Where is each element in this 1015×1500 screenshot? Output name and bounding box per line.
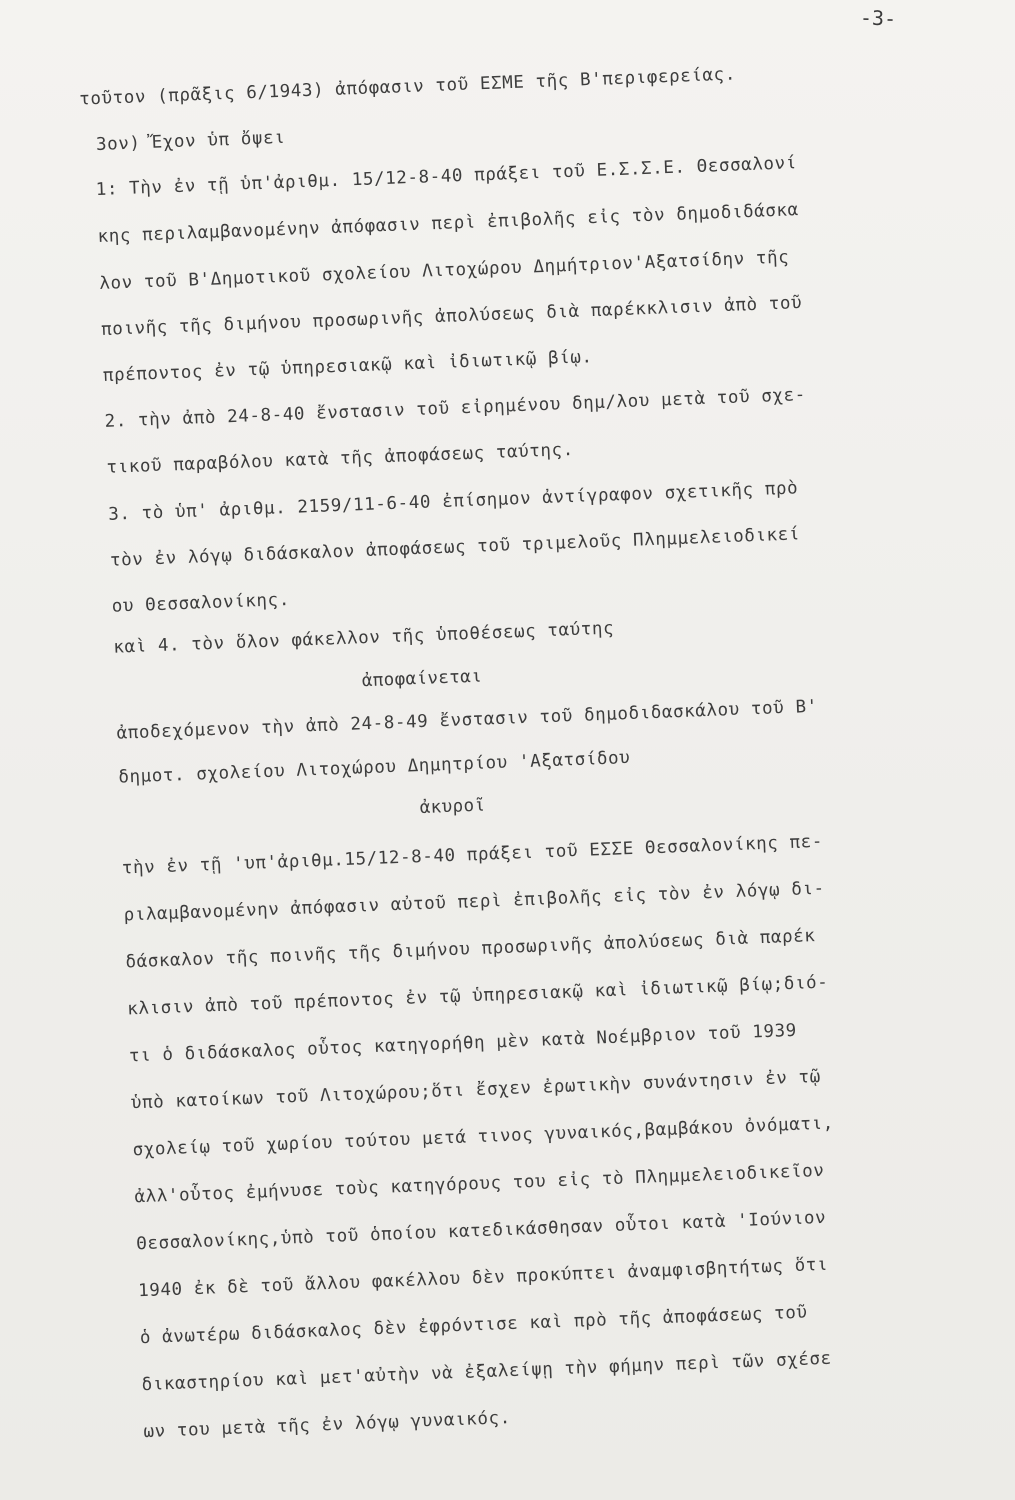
text-line: τὴν ἐν τῇ 'υπ'ἀριθμ.15/12-8-40 πράξει τοῦ ΕΣΣΕ Θεσσαλονίκης πε- (121, 831, 824, 879)
text-line: δικαστηρίου καὶ μετ'αὐτὴν νὰ ἐξαλείψῃ τὴν φήμην περὶ τῶν σχέσε (141, 1348, 833, 1396)
text-line: τι ὁ διδάσκαλος οὗτος κατηγορήθη μὲν κατὰ Νοέμβριον τοῦ 1939 (128, 1020, 798, 1067)
text-line: 3ον) Ἔχον ὑπ ὄψει (95, 127, 286, 156)
text-line: κλισιν ἀπὸ τοῦ πρέποντος ἐν τῷ ὑπηρεσιακῷ καὶ ἰδιωτικῷ βίῳ;διό- (126, 972, 829, 1020)
text-line: καὶ 4. τὸν ὅλον φάκελλον τῆς ὑποθέσεως ταύτης (113, 618, 615, 658)
text-line: ποινῆς τῆς διμήνου προσωρινῆς ἀπολύσεως διὰ παρέκκλισιν ἀπὸ τοῦ (100, 293, 803, 340)
heading-decision: ἀποφαίνεται (361, 666, 483, 692)
text-line: 1: Τὴν ἐν τῇ ὑπ'ἀριθμ. 15/12-8-40 πράξει τοῦ Ε.Σ.Σ.Ε. Θεσσαλονί (95, 153, 798, 201)
text-line: 1940 ἐκ δὲ τοῦ ἄλλου φακέλλου δὲν προκύπτει ἀναμφισβητήτως ὅτι (137, 1254, 829, 1302)
text-line: πρέποντος ἐν τῷ ὑπηρεσιακῷ καὶ ἰδιωτικῷ βίῳ. (102, 347, 593, 386)
text-line: δημοτ. σχολείου Λιτοχώρου Δημητρίου 'Αξατσίδου (118, 748, 631, 788)
text-line: ὑπὸ κατοίκων τοῦ Λιτοχώρου;ὅτι ἔσχεν ἐρωτικὴν συνάντησιν ἐν τῷ (130, 1066, 822, 1114)
text-line: ἀλλ'οὗτος ἐμήνυσε τοὺς κατηγόρους του εἰς τὸ Πλημμελειοδικεῖον (134, 1160, 825, 1208)
text-line: λον τοῦ Β'Δημοτικοῦ σχολείου Λιτοχώρου Δημήτριον'Αξατσίδην τῆς (99, 247, 790, 295)
text-line: κης περιλαμβανομένην ἀπόφασιν περὶ ἐπιβολῆς εἰς τὸν δημοδιδάσκα (97, 200, 800, 248)
text-line: τοῦτον (πρᾶξις 6/1943) ἀπόφασιν τοῦ ΕΣΜΕ τῆς Β'περιφερείας. (78, 64, 737, 110)
text-line: τὸν ἐν λόγῳ διδάσκαλον ἀποφάσεως τοῦ τριμελοῦς Πλημμελειοδικεί (109, 524, 801, 571)
text-line: ἀποδεχόμενον τὴν ἀπὸ 24-8-49 ἔνστασιν τοῦ δημοδιδασκάλου τοῦ Β' (116, 696, 819, 744)
text-line: ριλαμβανομένην ἀπόφασιν αὐτοῦ περὶ ἐπιβολῆς εἰς τὸν ἐν λόγῳ δι- (123, 878, 826, 926)
text-line: δάσκαλον τῆς ποινῆς τῆς διμήνου προσωρινῆς ἀπολύσεως διὰ παρέκ (125, 926, 816, 973)
page-number: -3- (859, 5, 897, 31)
text-line: ου Θεσσαλονίκης. (111, 589, 291, 617)
text-line: ὁ ἀνωτέρω διδάσκαλος δὲν ἐφρόντισε καὶ πρὸ τῆς ἀποφάσεως τοῦ (139, 1302, 808, 1349)
text-line: σχολείῳ τοῦ χωρίου τούτου μετά τινος γυναικός,βαμβάκου ὀνόματι, (132, 1113, 835, 1161)
text-line: ων του μετὰ τῆς ἐν λόγῳ γυναικός. (143, 1408, 512, 1443)
heading-annul: ἀκυροῖ (419, 795, 486, 819)
text-line: 2. τὴν ἀπὸ 24-8-40 ἔνστασιν τοῦ εἰρημένου δημ/λου μετὰ τοῦ σχε- (104, 385, 807, 432)
text-line: Θεσσαλονίκης,ὑπὸ τοῦ ὁποίου κατεδικάσθησαν οὗτοι κατὰ 'Ιούνιον (135, 1207, 827, 1255)
text-line: 3. τὸ ὑπ' ἀριθμ. 2159/11-6-40 ἐπίσημον ἀντίγραφον σχετικῆς πρὸ (107, 478, 799, 525)
text-line: τικοῦ παραβόλου κατὰ τῆς ἀποφάσεως ταύτης. (106, 439, 575, 478)
